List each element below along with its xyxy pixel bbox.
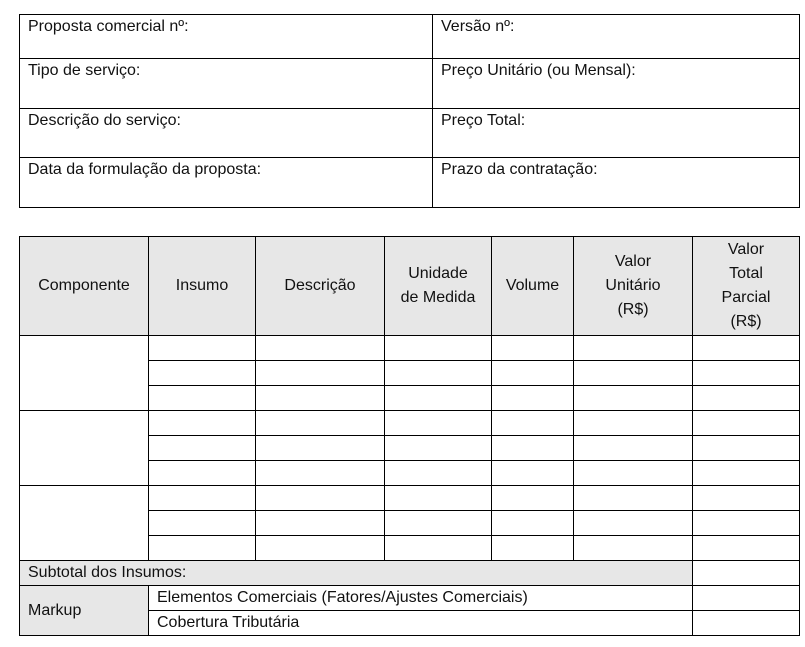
volume-cell[interactable]: [492, 336, 574, 361]
descricao-cell[interactable]: [256, 511, 385, 536]
markup-commercial-elements-label: Elementos Comerciais (Fatores/Ajustes Comerciais): [149, 586, 693, 611]
subtotal-label: Subtotal dos Insumos:: [20, 561, 693, 586]
service-description-label: Descrição do serviço:: [28, 112, 181, 129]
descricao-cell[interactable]: [256, 411, 385, 436]
unidade-cell[interactable]: [385, 386, 492, 411]
header-valor-total-parcial: Valor Total Parcial (R$): [693, 237, 800, 336]
insumo-cell[interactable]: [149, 411, 256, 436]
header-volume: Volume: [492, 237, 574, 336]
valor-unitario-cell[interactable]: [574, 336, 693, 361]
valor-total-cell[interactable]: [693, 336, 800, 361]
proposal-date-field[interactable]: [20, 158, 433, 208]
service-type-field[interactable]: [20, 59, 433, 109]
markup-commercial-elements-value-cell[interactable]: [693, 586, 800, 611]
valor-total-cell[interactable]: [693, 461, 800, 486]
volume-cell[interactable]: [492, 536, 574, 561]
valor-total-cell[interactable]: [693, 411, 800, 436]
unidade-cell[interactable]: [385, 336, 492, 361]
total-price-field[interactable]: [433, 109, 800, 158]
valor-total-cell[interactable]: [693, 511, 800, 536]
valor-unitario-cell[interactable]: [574, 436, 693, 461]
descricao-cell[interactable]: [256, 461, 385, 486]
valor-unitario-cell[interactable]: [574, 386, 693, 411]
header-valor-unitario: Valor Unitário (R$): [574, 237, 693, 336]
unidade-cell[interactable]: [385, 461, 492, 486]
markup-tax-coverage-label: Cobertura Tributária: [149, 611, 693, 636]
version-number-label: Versão nº:: [441, 18, 515, 35]
header-row: [20, 237, 800, 336]
descricao-cell[interactable]: [256, 536, 385, 561]
unidade-cell[interactable]: [385, 536, 492, 561]
markup-row: [20, 586, 800, 611]
service-description-field[interactable]: [20, 109, 433, 158]
info-row-proposal: [20, 15, 800, 59]
valor-total-cell[interactable]: [693, 486, 800, 511]
insumo-cell[interactable]: [149, 461, 256, 486]
subtotal-row: [20, 561, 800, 586]
proposal-number-label: Proposta comercial nº:: [28, 18, 189, 35]
proposal-info-table: [19, 14, 800, 208]
header-descricao: Descrição: [256, 237, 385, 336]
volume-cell[interactable]: [492, 436, 574, 461]
contract-term-field[interactable]: [433, 158, 800, 208]
descricao-cell[interactable]: [256, 361, 385, 386]
valor-total-cell[interactable]: [693, 436, 800, 461]
cost-composition-table: [19, 236, 800, 636]
valor-total-cell[interactable]: [693, 386, 800, 411]
contract-term-label: Prazo da contratação:: [441, 161, 598, 178]
unit-price-label: Preço Unitário (ou Mensal):: [441, 62, 636, 79]
info-row-service-description: [20, 109, 800, 158]
volume-cell[interactable]: [492, 411, 574, 436]
volume-cell[interactable]: [492, 486, 574, 511]
unidade-cell[interactable]: [385, 436, 492, 461]
volume-cell[interactable]: [492, 461, 574, 486]
unidade-cell[interactable]: [385, 486, 492, 511]
valor-unitario-cell[interactable]: [574, 461, 693, 486]
volume-cell[interactable]: [492, 511, 574, 536]
valor-total-cell[interactable]: [693, 361, 800, 386]
proposal-number-field[interactable]: [20, 15, 433, 59]
valor-total-cell[interactable]: [693, 536, 800, 561]
table-row: [20, 336, 800, 361]
valor-unitario-cell[interactable]: [574, 536, 693, 561]
insumo-cell[interactable]: [149, 386, 256, 411]
markup-label: Markup: [20, 586, 149, 636]
insumo-cell[interactable]: [149, 536, 256, 561]
valor-unitario-cell[interactable]: [574, 486, 693, 511]
descricao-cell[interactable]: [256, 336, 385, 361]
volume-cell[interactable]: [492, 361, 574, 386]
descricao-cell[interactable]: [256, 436, 385, 461]
info-row-date: [20, 158, 800, 208]
valor-unitario-cell[interactable]: [574, 411, 693, 436]
header-unidade-medida: Unidade de Medida: [385, 237, 492, 336]
service-type-label: Tipo de serviço:: [28, 62, 141, 79]
insumo-cell[interactable]: [149, 486, 256, 511]
unidade-cell[interactable]: [385, 361, 492, 386]
table-row: [20, 411, 800, 436]
markup-tax-coverage-value-cell[interactable]: [693, 611, 800, 636]
valor-unitario-cell[interactable]: [574, 511, 693, 536]
version-number-field[interactable]: [433, 15, 800, 59]
total-price-label: Preço Total:: [441, 112, 526, 129]
subtotal-value-cell[interactable]: [693, 561, 800, 586]
descricao-cell[interactable]: [256, 386, 385, 411]
unidade-cell[interactable]: [385, 511, 492, 536]
insumo-cell[interactable]: [149, 336, 256, 361]
table-row: [20, 486, 800, 511]
proposal-date-label: Data da formulação da proposta:: [28, 161, 262, 178]
valor-unitario-cell[interactable]: [574, 361, 693, 386]
descricao-cell[interactable]: [256, 486, 385, 511]
component-cell[interactable]: [20, 411, 149, 486]
unit-price-field[interactable]: [433, 59, 800, 109]
component-cell[interactable]: [20, 486, 149, 561]
header-insumo: Insumo: [149, 237, 256, 336]
insumo-cell[interactable]: [149, 511, 256, 536]
component-cell[interactable]: [20, 336, 149, 411]
unidade-cell[interactable]: [385, 411, 492, 436]
header-componente: Componente: [20, 237, 149, 336]
volume-cell[interactable]: [492, 386, 574, 411]
insumo-cell[interactable]: [149, 436, 256, 461]
info-row-service-type: [20, 59, 800, 109]
insumo-cell[interactable]: [149, 361, 256, 386]
